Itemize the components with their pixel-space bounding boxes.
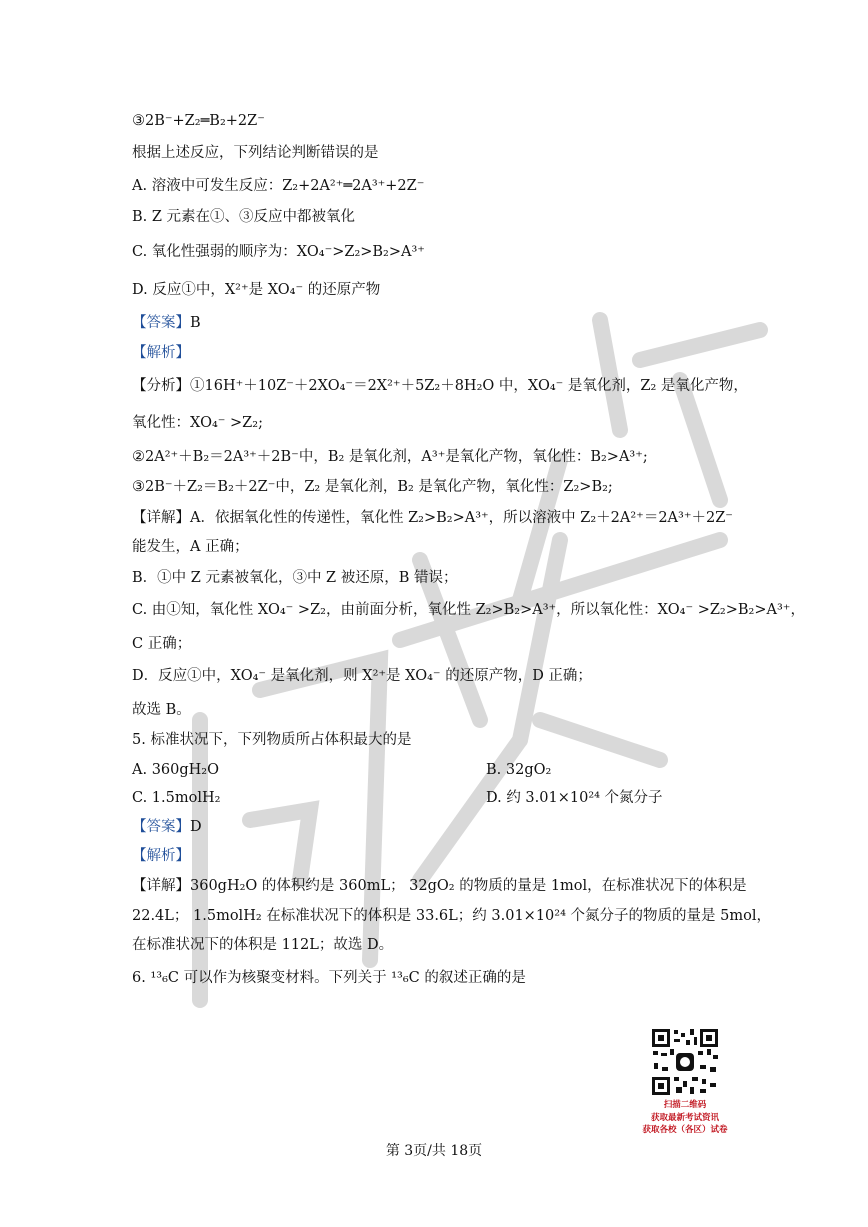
qr-caption-3: 获取各校（各区）试卷 (642, 1125, 728, 1135)
page-footer: 第 3页/共 18页 (385, 1143, 483, 1159)
question-stem: 根据上述反应，下列结论判断错误的是 (132, 145, 379, 161)
option-a: A. 溶液中可发生反应：Z₂+2A²⁺═2A³⁺+2Z⁻ (132, 178, 425, 194)
answer-label: 【答案】 (132, 315, 190, 331)
question-6-stem: 6. ¹³₆C 可以作为核聚变材料。下列关于 ¹³₆C 的叙述正确的是 (132, 970, 526, 986)
q5-option-c: C. 1.5molH₂ (132, 790, 221, 806)
q5-option-b: B. 32gO₂ (486, 762, 552, 778)
q5-answer-row (132, 817, 202, 837)
qr-caption-1: 扫描二维码 (663, 1100, 707, 1110)
qr-caption-2: 获取最新考试资讯 (650, 1113, 719, 1123)
detail-line-7: 故选 B。 (132, 702, 191, 718)
detail-line-6: D．反应①中，XO₄⁻ 是氧化剂，则 X²⁺是 XO₄⁻ 的还原产物，D 正确； (132, 668, 592, 684)
detail-line-5: C 正确； (132, 636, 192, 652)
analysis-line-1: 【分析】①16H⁺＋10Z⁻＋2XO₄⁻＝2X²⁺＋5Z₂＋8H₂O 中，XO₄⁻ 是氧化剂，Z₂ 是氧化产物， (132, 378, 748, 394)
q5-answer-value: D (190, 819, 202, 835)
answer-row (132, 313, 201, 333)
question-5-stem: 5. 标准状况下，下列物质所占体积最大的是 (132, 732, 412, 748)
reaction-3: ③2B⁻+Z₂═B₂+2Z⁻ (132, 113, 265, 129)
analysis-label: 【解析】 (132, 345, 190, 361)
q5-detail-line-1: 【详解】360gH₂O 的体积约是 360mL； 32gO₂ 的物质的量是 1mol，在标准状况下的体积是 (132, 878, 747, 894)
q5-analysis-label: 【解析】 (132, 848, 190, 864)
answer-value: B (190, 315, 201, 331)
q5-detail-line-2: 22.4L； 1.5molH₂ 在标准状况下的体积是 33.6L；约 3.01×10²⁴ 个氮分子的物质的量是 5mol， (132, 908, 771, 924)
detail-line-3: B．①中 Z 元素被氧化，③中 Z 被还原，B 错误； (132, 570, 458, 586)
analysis-line-4: ③2B⁻＋Z₂＝B₂＋2Z⁻中，Z₂ 是氧化剂，B₂ 是氧化产物，氧化性：Z₂>B₂; (132, 479, 613, 495)
q5-option-a: A. 360gH₂O (132, 762, 219, 778)
q5-answer-label: 【答案】 (132, 819, 190, 835)
option-b: B. Z 元素在①、③反应中都被氧化 (132, 209, 356, 225)
detail-line-4: C. 由①知，氧化性 XO₄⁻ >Z₂，由前面分析，氧化性 Z₂>B₂>A³⁺，所以氧化性：XO₄⁻ >Z₂>B₂>A³⁺， (132, 602, 805, 618)
q5-detail-line-3: 在标准状况下的体积是 112L；故选 D。 (132, 937, 394, 953)
qr-code-icon (650, 1027, 720, 1097)
analysis-line-2: 氧化性：XO₄⁻ >Z₂; (132, 415, 263, 431)
detail-line-1: 【详解】A．依据氧化性的传递性，氧化性 Z₂>B₂>A³⁺，所以溶液中 Z₂＋2A²⁺＝2A³⁺＋2Z⁻ (132, 510, 733, 526)
option-d: D. 反应①中，X²⁺是 XO₄⁻ 的还原产物 (132, 282, 381, 298)
detail-line-2: 能发生，A 正确； (132, 539, 249, 555)
option-c: C. 氧化性强弱的顺序为：XO₄⁻>Z₂>B₂>A³⁺ (132, 244, 425, 260)
q5-option-d: D. 约 3.01×10²⁴ 个氮分子 (486, 790, 663, 806)
analysis-line-3: ②2A²⁺＋B₂＝2A³⁺＋2B⁻中，B₂ 是氧化剂，A³⁺是氧化产物，氧化性：B₂>A³⁺; (132, 449, 648, 465)
